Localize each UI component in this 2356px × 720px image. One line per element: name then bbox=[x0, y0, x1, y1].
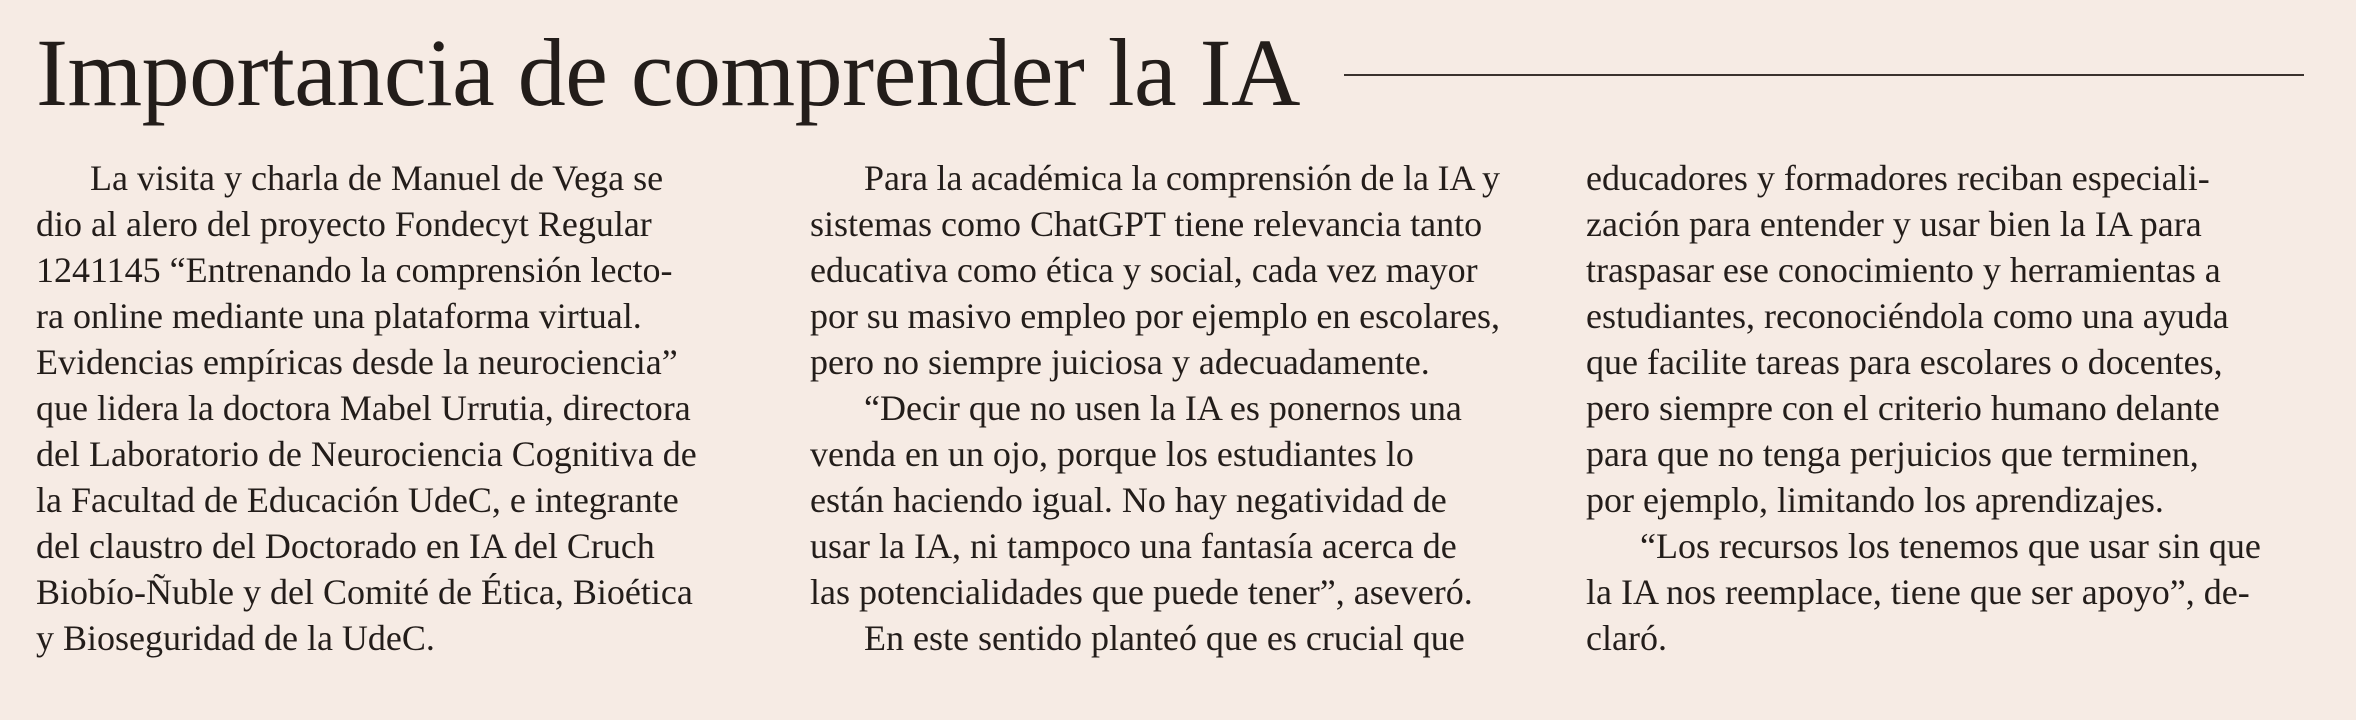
text-line: usar la IA, ni tampoco una fantasía acerca de bbox=[810, 526, 1457, 566]
text-line: traspasar ese conocimiento y herramientas a bbox=[1586, 250, 2221, 290]
text-line: En este sentido planteó que es crucial que bbox=[864, 618, 1465, 658]
text-line: del claustro del Doctorado en IA del Cruch bbox=[36, 526, 655, 566]
text-line: las potencialidades que puede tener”, aseveró. bbox=[810, 572, 1473, 612]
text-line: del Laboratorio de Neurociencia Cognitiva de bbox=[36, 434, 697, 474]
headline-row bbox=[36, 18, 2304, 128]
article-title: Importancia de comprender la IA bbox=[36, 19, 1300, 126]
text-line: y Bioseguridad de la UdeC. bbox=[36, 618, 435, 658]
text-line: pero no siempre juiciosa y adecuadamente. bbox=[810, 342, 1430, 382]
text-line: estudiantes, reconociéndola como una ayuda bbox=[1586, 296, 2229, 336]
text-line: para que no tenga perjuicios que terminen, bbox=[1586, 434, 2199, 474]
column-2 bbox=[810, 155, 1500, 661]
text-line: por ejemplo, limitando los aprendizajes. bbox=[1586, 480, 2164, 520]
text-line: 1241145 “Entrenando la comprensión lecto- bbox=[36, 250, 673, 290]
title-rule bbox=[1344, 74, 2304, 76]
column-3 bbox=[1586, 155, 2276, 661]
column-1 bbox=[36, 155, 726, 661]
text-line: la IA nos reemplace, tiene que ser apoyo”, de- bbox=[1586, 572, 2250, 612]
text-line: que facilite tareas para escolares o docentes, bbox=[1586, 342, 2223, 382]
text-line: educativa como ética y social, cada vez mayor bbox=[810, 250, 1478, 290]
text-line: Para la académica la comprensión de la IA y bbox=[864, 158, 1500, 198]
text-line: la Facultad de Educación UdeC, e integrante bbox=[36, 480, 679, 520]
text-line: que lidera la doctora Mabel Urrutia, directora bbox=[36, 388, 691, 428]
text-line: están haciendo igual. No hay negatividad de bbox=[810, 480, 1447, 520]
text-line: “Los recursos los tenemos que usar sin que bbox=[1640, 526, 2261, 566]
text-line: zación para entender y usar bien la IA para bbox=[1586, 204, 2202, 244]
text-line: claró. bbox=[1586, 618, 1667, 658]
text-line: sistemas como ChatGPT tiene relevancia tanto bbox=[810, 204, 1483, 244]
text-line: por su masivo empleo por ejemplo en escolares, bbox=[810, 296, 1500, 336]
text-line: Evidencias empíricas desde la neurociencia” bbox=[36, 342, 678, 382]
text-line: La visita y charla de Manuel de Vega se bbox=[90, 158, 664, 198]
text-line: educadores y formadores reciban especiali- bbox=[1586, 158, 2210, 198]
text-line: pero siempre con el criterio humano delante bbox=[1586, 388, 2220, 428]
text-line: “Decir que no usen la IA es ponernos una bbox=[864, 388, 1462, 428]
text-line: Biobío-Ñuble y del Comité de Ética, Bioética bbox=[36, 572, 693, 612]
text-line: dio al alero del proyecto Fondecyt Regular bbox=[36, 204, 652, 244]
text-line: ra online mediante una plataforma virtual. bbox=[36, 296, 642, 336]
text-line: venda en un ojo, porque los estudiantes lo bbox=[810, 434, 1414, 474]
